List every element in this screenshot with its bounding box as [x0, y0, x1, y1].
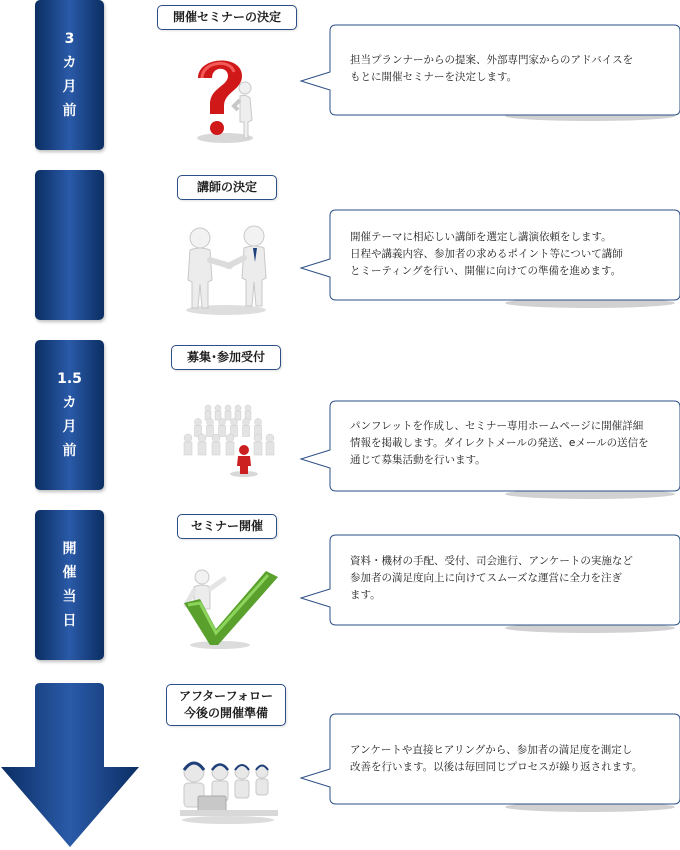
callout-text-2: 開催テーマに相応しい講師を選定し講演依頼をします。 日程や講義内容、参加者の求めるポイント等について講師 とミーティングを行い、開催に向けての準備を進めます。 [350, 231, 623, 277]
timeline-block-2 [35, 170, 104, 320]
step-title-1: 開催セミナーの決定 [157, 5, 297, 30]
callout-step-1 [300, 25, 680, 125]
callout-text-5: アンケートや直接ヒアリングから、参加者の満足度を測定し 改善を行います。以後は毎回同じプロセスが繰り返されます。 [350, 744, 643, 773]
timeline-label-4: 開 催 当 日 [62, 541, 77, 629]
call-center-icon [176, 750, 284, 825]
callout-step-2 [300, 210, 680, 310]
timeline-block-1 [35, 0, 104, 150]
timeline-block-4 [35, 510, 104, 660]
handshake-icon [178, 222, 276, 317]
question-mark-person-icon [190, 50, 270, 145]
callout-text-4: 資料・機材の手配、受付、司会進行、アンケートの実施など 参加者の満足度向上に向けてスムーズな運営に全力を注ぎ ます。 [350, 555, 633, 601]
step-title-2: 講師の決定 [177, 175, 277, 200]
callout-text-3: パンフレットを作成し、セミナー専用ホームページに開催詳細 情報を掲載します。ダイレクトメールの発送、eメールの送信を 通じて募集活動を行います。 [350, 420, 649, 466]
callout-step-5 [300, 714, 680, 814]
step-title-3: 募集･参加受付 [171, 345, 281, 370]
timeline-block-3 [35, 340, 104, 490]
callout-step-3 [300, 401, 680, 501]
timeline-label-1: 3 カ 月 前 [62, 31, 77, 119]
step-title-5: アフターフォロー 今後の開催準備 [166, 684, 286, 726]
checkmark-person-icon [180, 565, 280, 650]
callout-text-1: 担当プランナーからの提案、外部専門家からのアドバイスを もとに開催セミナーを決定します。 [350, 54, 634, 83]
timeline-down-arrow [0, 679, 140, 850]
step-title-4: セミナー開催 [177, 514, 277, 539]
crowd-icon [178, 400, 278, 478]
callout-step-4 [300, 535, 680, 635]
timeline-label-3: 1.5 カ 月 前 [57, 371, 82, 459]
